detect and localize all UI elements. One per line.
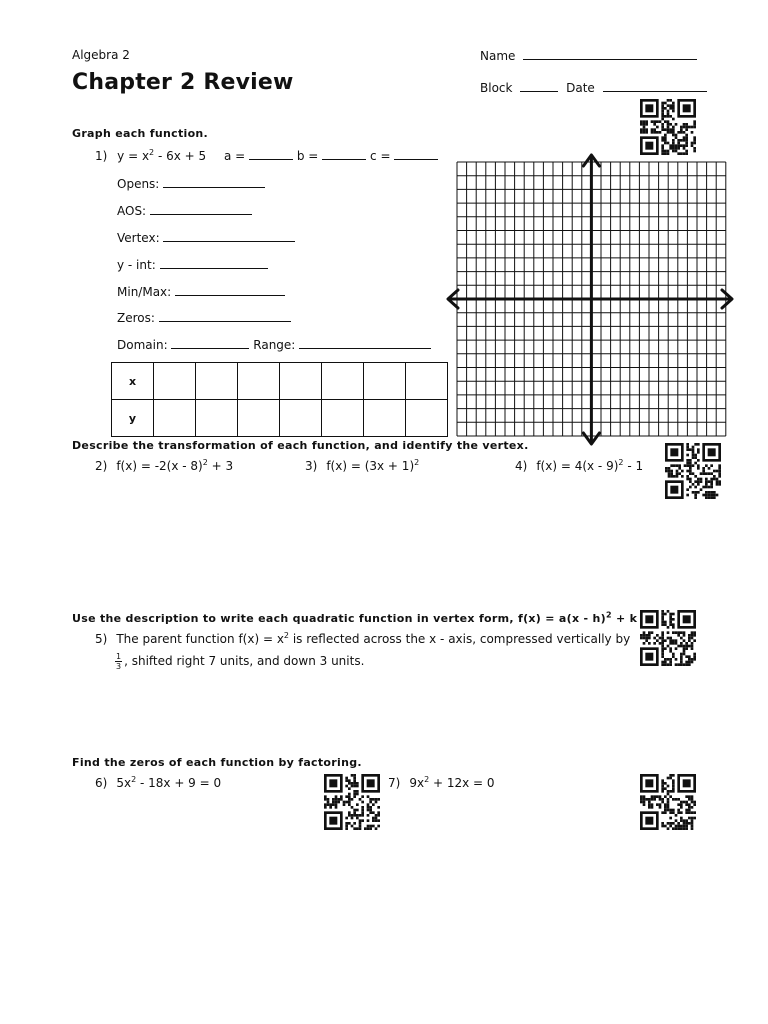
min-max-field [117, 284, 285, 299]
domain-range-field [117, 337, 431, 352]
field-label: Min/Max: [117, 285, 172, 299]
table-cell[interactable] [280, 363, 322, 400]
aos-field [117, 203, 252, 218]
name-field[interactable] [480, 48, 697, 63]
equation-text: f(x) = 4(x - 9) [536, 459, 619, 473]
name-label: Name [480, 49, 516, 63]
b-label: b = [296, 149, 319, 163]
c-label: c = [370, 149, 391, 163]
equation-text: f(x) = -2(x - 8) [116, 459, 203, 473]
opens-blank[interactable] [163, 176, 265, 188]
equation-text: 5x [116, 776, 132, 790]
page-title: Chapter 2 Review [72, 70, 294, 95]
equation-text: 9x [409, 776, 425, 790]
section-heading-zeros: Find the zeros of each function by factoring. [72, 756, 362, 769]
c-blank[interactable] [394, 148, 438, 160]
block-label: Block [480, 81, 513, 95]
problem-number: 2) [95, 459, 108, 473]
problem-1-equation [117, 149, 206, 163]
exponent: 2 [202, 458, 208, 467]
table-row-label: y [112, 400, 154, 437]
table-row-label: x [112, 363, 154, 400]
aos-blank[interactable] [150, 203, 252, 215]
table-cell[interactable] [196, 363, 238, 400]
section-heading-graph: Graph each function. [72, 127, 209, 140]
field-label: AOS: [117, 204, 147, 218]
problem-number: 4) [515, 459, 528, 473]
a-label: a = [223, 149, 246, 163]
exponent: 2 [149, 148, 155, 157]
min-max-blank[interactable] [175, 284, 285, 296]
problem-1 [95, 148, 438, 163]
date-label: Date [566, 81, 595, 95]
equation-text: + 3 [207, 459, 234, 473]
problem-text: , shifted right 7 units, and down 3 units. [124, 654, 365, 668]
table-cell[interactable] [280, 400, 322, 437]
equation-text: + 12x = 0 [429, 776, 495, 790]
equation-text: y = x [117, 149, 150, 163]
y-int-blank[interactable] [160, 257, 268, 269]
xy-table [111, 362, 448, 437]
equation-text: - 6x + 5 [154, 149, 207, 163]
exponent: 2 [618, 458, 624, 467]
domain-blank[interactable] [171, 337, 249, 349]
problem-2 [95, 459, 233, 473]
problem-5-line2 [115, 652, 364, 671]
coordinate-grid[interactable] [444, 152, 736, 448]
exponent: 2 [283, 631, 290, 640]
table-cell[interactable] [196, 400, 238, 437]
field-label: Zeros: [117, 311, 155, 325]
table-cell[interactable] [364, 400, 406, 437]
exponent: 2 [131, 775, 137, 784]
range-label: Range: [253, 338, 296, 352]
vertex-field [117, 230, 295, 245]
field-label: Opens: [117, 177, 160, 191]
course-name: Algebra 2 [72, 48, 130, 62]
problem-number: 1) [95, 149, 108, 163]
equation-text: - 18x + 9 = 0 [136, 776, 222, 790]
equation-text: - 1 [623, 459, 644, 473]
block-blank[interactable] [520, 80, 558, 92]
y-int-field [117, 257, 268, 272]
problem-3 [305, 459, 419, 473]
problem-number: 6) [95, 776, 108, 790]
table-cell[interactable] [406, 400, 448, 437]
problem-number: 5) [95, 632, 108, 646]
problem-text: is reflected across the x - axis, compressed vertically by [289, 632, 631, 646]
problem-number: 3) [305, 459, 318, 473]
zeros-blank[interactable] [159, 310, 291, 322]
table-cell[interactable] [154, 400, 196, 437]
problem-4 [515, 459, 643, 473]
opens-field [117, 176, 265, 191]
qr-code-icon [640, 610, 696, 666]
section-heading-vertex-form [72, 612, 637, 625]
qr-code-icon [640, 99, 696, 155]
heading-text: Use the description to write each quadratic function in vertex form, f(x) = a(x - h) [72, 612, 606, 625]
table-cell[interactable] [238, 400, 280, 437]
zeros-field [117, 310, 291, 325]
date-blank[interactable] [603, 80, 707, 92]
exponent: 2 [605, 610, 612, 620]
exponent: 2 [414, 458, 420, 467]
problem-5-line1 [95, 632, 630, 646]
vertex-blank[interactable] [163, 230, 295, 242]
field-label: Vertex: [117, 231, 160, 245]
qr-code-icon [640, 774, 696, 830]
table-cell[interactable] [364, 363, 406, 400]
qr-code-icon [324, 774, 380, 830]
range-blank[interactable] [299, 337, 431, 349]
table-cell[interactable] [406, 363, 448, 400]
problem-text: The parent function f(x) = x [116, 632, 284, 646]
equation-text: f(x) = (3x + 1) [326, 459, 415, 473]
exponent: 2 [424, 775, 430, 784]
table-row [112, 400, 448, 437]
table-cell[interactable] [322, 400, 364, 437]
heading-text: + k [611, 612, 638, 625]
fraction [115, 652, 122, 671]
b-blank[interactable] [322, 148, 366, 160]
fraction-numerator: 1 [116, 652, 122, 661]
name-blank[interactable] [523, 48, 697, 60]
table-cell[interactable] [154, 363, 196, 400]
section-heading-transform: Describe the transformation of each function, and identify the vertex. [72, 439, 529, 452]
problem-6 [95, 776, 221, 790]
domain-label: Domain: [117, 338, 168, 352]
table-cell[interactable] [322, 363, 364, 400]
block-date-field [480, 80, 707, 95]
problem-7 [388, 776, 495, 790]
table-cell[interactable] [238, 363, 280, 400]
qr-code-icon [665, 443, 721, 499]
field-label: y - int: [117, 258, 156, 272]
table-row [112, 363, 448, 400]
a-blank[interactable] [249, 148, 293, 160]
problem-number: 7) [388, 776, 401, 790]
fraction-denominator: 3 [116, 662, 122, 671]
